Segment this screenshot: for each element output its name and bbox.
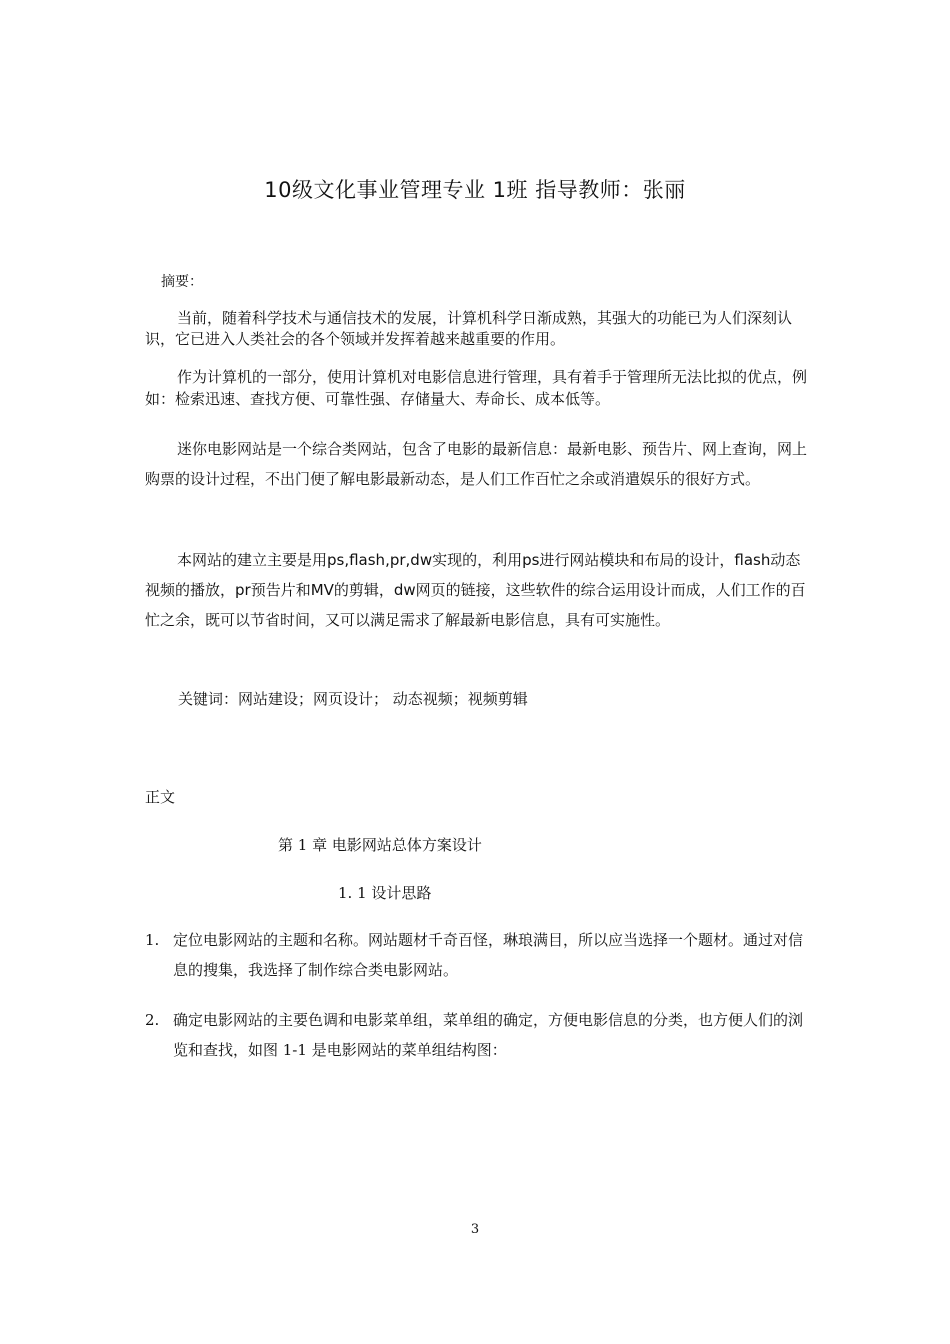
abstract-paragraph-3: 迷你电影网站是一个综合类网站，包含了电影的最新信息：最新电影、预告片、网上查询，网上购票的设计过程，不出门便了解电影最新动态，是人们工作百忙之余或消遣娱乐的很好方式。 (145, 440, 808, 488)
section-heading: 1. 1 设计思路 (338, 884, 432, 902)
keywords: 关键词：网站建设；网页设计； 动态视频；视频剪辑 (178, 690, 528, 708)
abstract-paragraph-4: 本网站的建立主要是用ps,flash,pr,dw实现的，利用ps进行网站模块和布局的设计，flash动态视频的播放，pr预告片和MV的剪辑，dw网页的链接，这些软件的综合运用设计而成，人们工作的百忙之余，既可以节省时间，又可以满足需求了解最新电影信息，具有可实施性。 (145, 551, 806, 629)
list-item-text: 确定电影网站的主要色调和电影菜单组，菜单组的确定，方便电影信息的分类，也方便人们的浏览和查找，如图 1-1 是电影网站的菜单组结构图： (173, 1011, 804, 1059)
list-item-number: 1. (145, 931, 160, 949)
abstract-paragraph-1: 当前，随着科学技术与通信技术的发展，计算机科学日渐成熟，其强大的功能已为人们深刻认识，它已进入人类社会的各个领域并发挥着越来越重要的作用。 (145, 309, 793, 348)
list-item (145, 1005, 810, 1065)
chapter-heading: 第 1 章 电影网站总体方案设计 (278, 836, 482, 854)
list-item-text: 定位电影网站的主题和名称。网站题材千奇百怪，琳琅满目，所以应当选择一个题材。通过对信息的搜集，我选择了制作综合类电影网站。 (173, 931, 804, 979)
list-item (145, 925, 810, 985)
document-title: 10级文化事业管理专业 1班 指导教师：张丽 (264, 178, 686, 202)
abstract-paragraph-2: 作为计算机的一部分，使用计算机对电影信息进行管理，具有着手于管理所无法比拟的优点，例如：检索迅速、查找方便、可靠性强、存储量大、寿命长、成本低等。 (145, 368, 808, 408)
page-number: 3 (470, 1222, 480, 1237)
body-label: 正文 (145, 788, 176, 806)
list-item-number: 2. (145, 1011, 160, 1029)
abstract-label: 摘要： (161, 274, 203, 290)
